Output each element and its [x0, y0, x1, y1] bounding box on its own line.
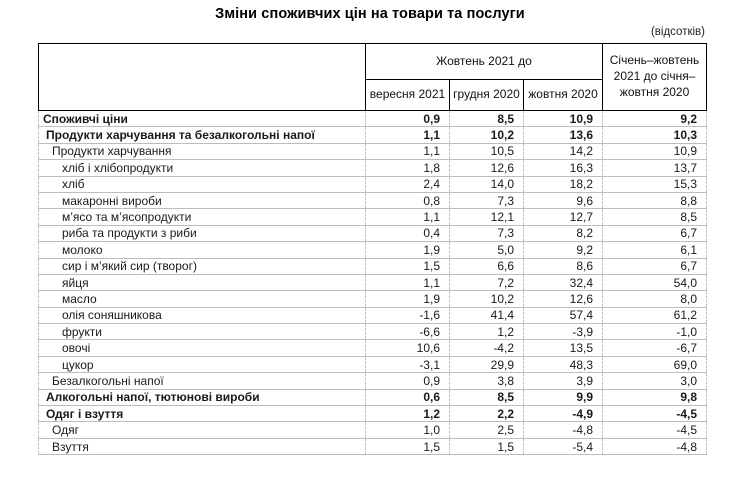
- column-header-sep-2021: вересня 2021: [366, 80, 450, 111]
- row-value: 48,3: [524, 356, 603, 372]
- table-row: [39, 438, 707, 454]
- table-row: [39, 340, 707, 356]
- column-header-jan-oct: Січень–жовтень 2021 до січня–жовтня 2020: [603, 44, 707, 111]
- row-value: -6,6: [366, 324, 450, 340]
- row-label: м’ясо та м’ясопродукти: [39, 209, 366, 225]
- row-value: 1,1: [366, 274, 450, 290]
- row-value: 12,6: [450, 160, 524, 176]
- row-value: 1,5: [450, 438, 524, 454]
- row-label: олія соняшникова: [39, 307, 366, 323]
- row-value: 10,9: [524, 111, 603, 127]
- row-value: 6,7: [603, 225, 707, 241]
- row-value: 3,0: [603, 373, 707, 389]
- row-value: 2,4: [366, 176, 450, 192]
- row-value: 15,3: [603, 176, 707, 192]
- row-value: 8,2: [524, 225, 603, 241]
- row-value: -4,5: [603, 406, 707, 422]
- row-label: Продукти харчування та безалкогольні напої: [39, 127, 366, 143]
- row-value: -4,2: [450, 340, 524, 356]
- row-value: 29,9: [450, 356, 524, 372]
- row-value: 69,0: [603, 356, 707, 372]
- table-row: [39, 422, 707, 438]
- row-value: 0,6: [366, 389, 450, 405]
- row-value: 1,1: [366, 127, 450, 143]
- table-row: [39, 176, 707, 192]
- row-value: 1,1: [366, 143, 450, 159]
- row-value: 10,3: [603, 127, 707, 143]
- row-label: Алкогольні напої, тютюнові вироби: [39, 389, 366, 405]
- row-value: 3,8: [450, 373, 524, 389]
- table-row: [39, 406, 707, 422]
- row-value: 1,5: [366, 438, 450, 454]
- row-label: Споживчі ціни: [39, 111, 366, 127]
- row-value: -4,8: [603, 438, 707, 454]
- row-value: 12,7: [524, 209, 603, 225]
- row-label: Продукти харчування: [39, 143, 366, 159]
- row-label: молоко: [39, 242, 366, 258]
- corner-cell: [39, 44, 366, 111]
- row-value: 12,1: [450, 209, 524, 225]
- row-value: -4,5: [603, 422, 707, 438]
- table-row: [39, 209, 707, 225]
- table-row: [39, 258, 707, 274]
- row-label: овочі: [39, 340, 366, 356]
- table-row: [39, 307, 707, 323]
- row-label: Безалкогольні напої: [39, 373, 366, 389]
- row-value: 1,2: [450, 324, 524, 340]
- row-label: риба та продукти з риби: [39, 225, 366, 241]
- row-value: 8,8: [603, 192, 707, 208]
- row-value: 10,5: [450, 143, 524, 159]
- row-value: 57,4: [524, 307, 603, 323]
- row-label: фрукти: [39, 324, 366, 340]
- row-value: 2,5: [450, 422, 524, 438]
- row-label: макаронні вироби: [39, 192, 366, 208]
- row-value: 13,7: [603, 160, 707, 176]
- table-row: [39, 225, 707, 241]
- row-value: 8,5: [450, 111, 524, 127]
- table-row: [39, 274, 707, 290]
- row-value: 2,2: [450, 406, 524, 422]
- row-label: цукор: [39, 356, 366, 372]
- row-label: сир і м’який сир (творог): [39, 258, 366, 274]
- row-value: 10,6: [366, 340, 450, 356]
- row-value: 1,9: [366, 291, 450, 307]
- table-row: [39, 160, 707, 176]
- row-value: -5,4: [524, 438, 603, 454]
- row-value: 12,6: [524, 291, 603, 307]
- row-value: 0,9: [366, 373, 450, 389]
- row-label: масло: [39, 291, 366, 307]
- row-value: 6,1: [603, 242, 707, 258]
- row-value: 54,0: [603, 274, 707, 290]
- row-value: 13,5: [524, 340, 603, 356]
- row-value: 14,0: [450, 176, 524, 192]
- consumer-price-table: [38, 43, 707, 455]
- row-value: 0,9: [366, 111, 450, 127]
- row-value: 18,2: [524, 176, 603, 192]
- row-value: 8,5: [603, 209, 707, 225]
- table-body: [39, 111, 707, 455]
- row-value: 32,4: [524, 274, 603, 290]
- row-label: хліб: [39, 176, 366, 192]
- table-row: [39, 192, 707, 208]
- row-value: 9,2: [524, 242, 603, 258]
- row-label: хліб і хлібопродукти: [39, 160, 366, 176]
- row-value: -3,9: [524, 324, 603, 340]
- row-value: 9,6: [524, 192, 603, 208]
- table-row: [39, 111, 707, 127]
- row-label: Одяг і взуття: [39, 406, 366, 422]
- row-value: 6,6: [450, 258, 524, 274]
- page-title: Зміни споживчих цін на товари та послуги: [215, 6, 525, 22]
- row-value: 6,7: [603, 258, 707, 274]
- row-value: 1,8: [366, 160, 450, 176]
- row-value: -3,1: [366, 356, 450, 372]
- row-value: 9,9: [524, 389, 603, 405]
- row-value: 13,6: [524, 127, 603, 143]
- table-header: [39, 44, 707, 111]
- row-value: 61,2: [603, 307, 707, 323]
- column-header-oct-2020: жовтня 2020: [524, 80, 603, 111]
- row-value: -4,8: [524, 422, 603, 438]
- row-value: 10,2: [450, 127, 524, 143]
- column-header-dec-2020: грудня 2020: [450, 80, 524, 111]
- table-row: [39, 373, 707, 389]
- row-value: 0,4: [366, 225, 450, 241]
- row-value: -1,6: [366, 307, 450, 323]
- row-label: Взуття: [39, 438, 366, 454]
- row-value: 1,0: [366, 422, 450, 438]
- table-row: [39, 242, 707, 258]
- row-value: 9,2: [603, 111, 707, 127]
- table-row: [39, 389, 707, 405]
- row-value: 16,3: [524, 160, 603, 176]
- row-label: Одяг: [39, 422, 366, 438]
- row-value: 10,9: [603, 143, 707, 159]
- row-value: 8,0: [603, 291, 707, 307]
- column-group-header: Жовтень 2021 до: [366, 44, 603, 80]
- table-row: [39, 127, 707, 143]
- row-value: 1,9: [366, 242, 450, 258]
- table-row: [39, 291, 707, 307]
- row-value: -4,9: [524, 406, 603, 422]
- table-row: [39, 143, 707, 159]
- row-value: 8,5: [450, 389, 524, 405]
- row-value: 1,2: [366, 406, 450, 422]
- row-value: 7,3: [450, 225, 524, 241]
- row-value: 14,2: [524, 143, 603, 159]
- row-value: 0,8: [366, 192, 450, 208]
- row-value: 1,5: [366, 258, 450, 274]
- table-row: [39, 324, 707, 340]
- row-value: 3,9: [524, 373, 603, 389]
- row-value: 8,6: [524, 258, 603, 274]
- row-value: -1,0: [603, 324, 707, 340]
- row-value: 5,0: [450, 242, 524, 258]
- row-value: -6,7: [603, 340, 707, 356]
- table-row: [39, 356, 707, 372]
- unit-note: (відсотків): [650, 26, 705, 38]
- row-value: 7,3: [450, 192, 524, 208]
- row-value: 7,2: [450, 274, 524, 290]
- row-value: 41,4: [450, 307, 524, 323]
- row-value: 1,1: [366, 209, 450, 225]
- row-label: яйця: [39, 274, 366, 290]
- row-value: 9,8: [603, 389, 707, 405]
- row-value: 10,2: [450, 291, 524, 307]
